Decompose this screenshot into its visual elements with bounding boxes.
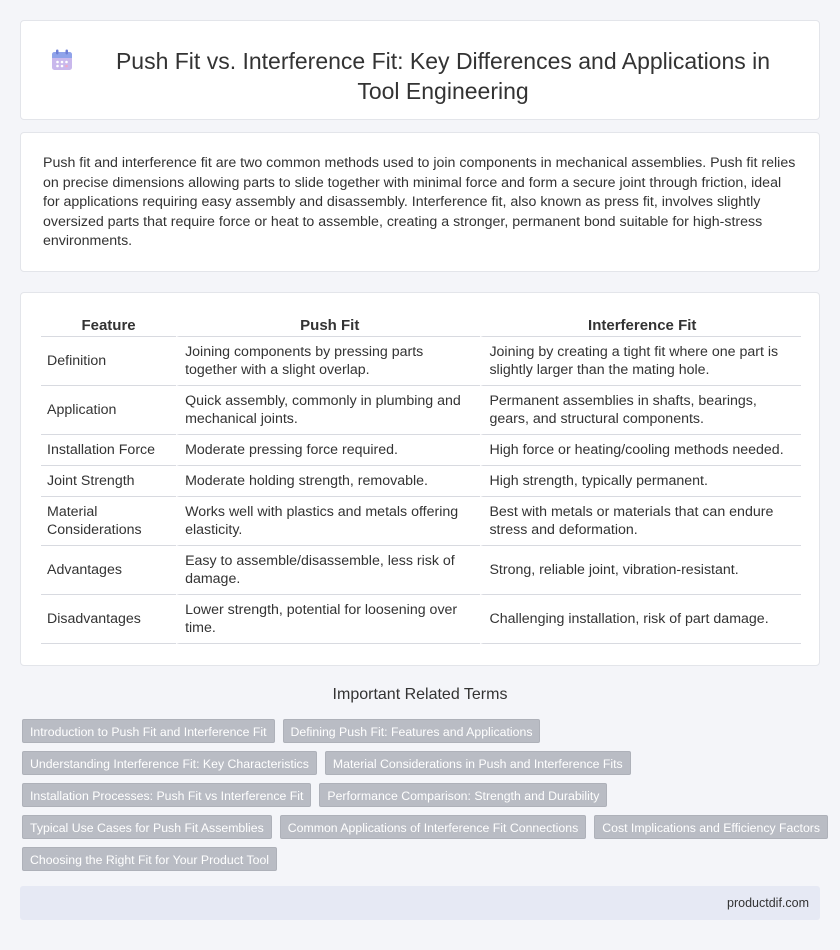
table-row [41,435,801,466]
tag-row [22,815,821,839]
tag-row [22,751,818,775]
table-header-row [41,313,801,337]
push-fit-cell: Quick assembly, commonly in plumbing and mechanical joints. [176,386,480,435]
related-term-tag[interactable]: Performance Comparison: Strength and Durability [319,783,607,807]
push-fit-cell: Joining components by pressing parts together with a slight overlap. [176,337,480,386]
related-term-tag[interactable]: Common Applications of Interference Fit Connections [280,815,587,839]
table-row [41,466,801,497]
feature-cell: Installation Force [41,435,176,466]
footer [20,886,820,920]
calendar-icon [51,49,73,71]
table-row [41,386,801,435]
header-push-fit: Push Fit [176,313,480,337]
related-terms-heading: Important Related Terms [332,686,508,703]
interference-fit-cell: High force or heating/cooling methods needed. [480,435,801,466]
related-term-tag[interactable]: Choosing the Right Fit for Your Product Tool [22,847,277,871]
feature-cell: Advantages [41,546,176,595]
push-fit-cell: Moderate pressing force required. [176,435,480,466]
interference-fit-cell: Joining by creating a tight fit where one part is slightly larger than the mating hole. [480,337,801,386]
header-interference-fit: Interference Fit [480,313,801,337]
tag-row [22,719,818,743]
related-term-tag[interactable]: Material Considerations in Push and Interference Fits [325,751,631,775]
interference-fit-cell: Challenging installation, risk of part damage. [480,595,801,644]
push-fit-cell: Easy to assemble/disassemble, less risk of damage. [176,546,480,595]
table-row [41,497,801,546]
tag-row [22,783,818,807]
feature-cell: Joint Strength [41,466,176,497]
comparison-card [20,292,820,666]
feature-cell: Material Considerations [41,497,176,546]
push-fit-cell: Works well with plastics and metals offering elasticity. [176,497,480,546]
tag-row [22,847,818,871]
title-card [20,20,820,120]
related-term-tag[interactable]: Understanding Interference Fit: Key Characteristics [22,751,317,775]
intro-card [20,132,820,272]
table-row [41,595,801,644]
related-term-tag[interactable]: Cost Implications and Efficiency Factors [594,815,828,839]
feature-cell: Definition [41,337,176,386]
related-terms-list [22,719,821,879]
feature-cell: Disadvantages [41,595,176,644]
intro-paragraph: Push fit and interference fit are two common methods used to join components in mechanical assemblies. Push fit relies on precise dimensions allowing parts to slide together with minimal force and form a secure joint through friction, ideal for applications requiring easy assembly and disassembly. Interference fit, also known as press fit, involves slightly oversized parts that require force or heat to assemble, creating a stronger, permanent bond suitable for high-stress environments. [43,155,796,249]
interference-fit-cell: Permanent assemblies in shafts, bearings, gears, and structural components. [480,386,801,435]
related-term-tag[interactable]: Installation Processes: Push Fit vs Interference Fit [22,783,311,807]
related-term-tag[interactable]: Defining Push Fit: Features and Applications [283,719,541,743]
related-term-tag[interactable]: Introduction to Push Fit and Interference Fit [22,719,275,743]
page-title: Push Fit vs. Interference Fit: Key Differences and Applications in Tool Engineering [115,48,771,104]
footer-site-link[interactable]: productdif.com [727,896,809,910]
table-row [41,546,801,595]
push-fit-cell: Lower strength, potential for loosening over time. [176,595,480,644]
header-feature: Feature [41,313,176,337]
interference-fit-cell: Strong, reliable joint, vibration-resistant. [480,546,801,595]
interference-fit-cell: High strength, typically permanent. [480,466,801,497]
interference-fit-cell: Best with metals or materials that can endure stress and deformation. [480,497,801,546]
comparison-table [41,313,801,644]
feature-cell: Application [41,386,176,435]
push-fit-cell: Moderate holding strength, removable. [176,466,480,497]
related-term-tag[interactable]: Typical Use Cases for Push Fit Assemblies [22,815,272,839]
table-row [41,337,801,386]
